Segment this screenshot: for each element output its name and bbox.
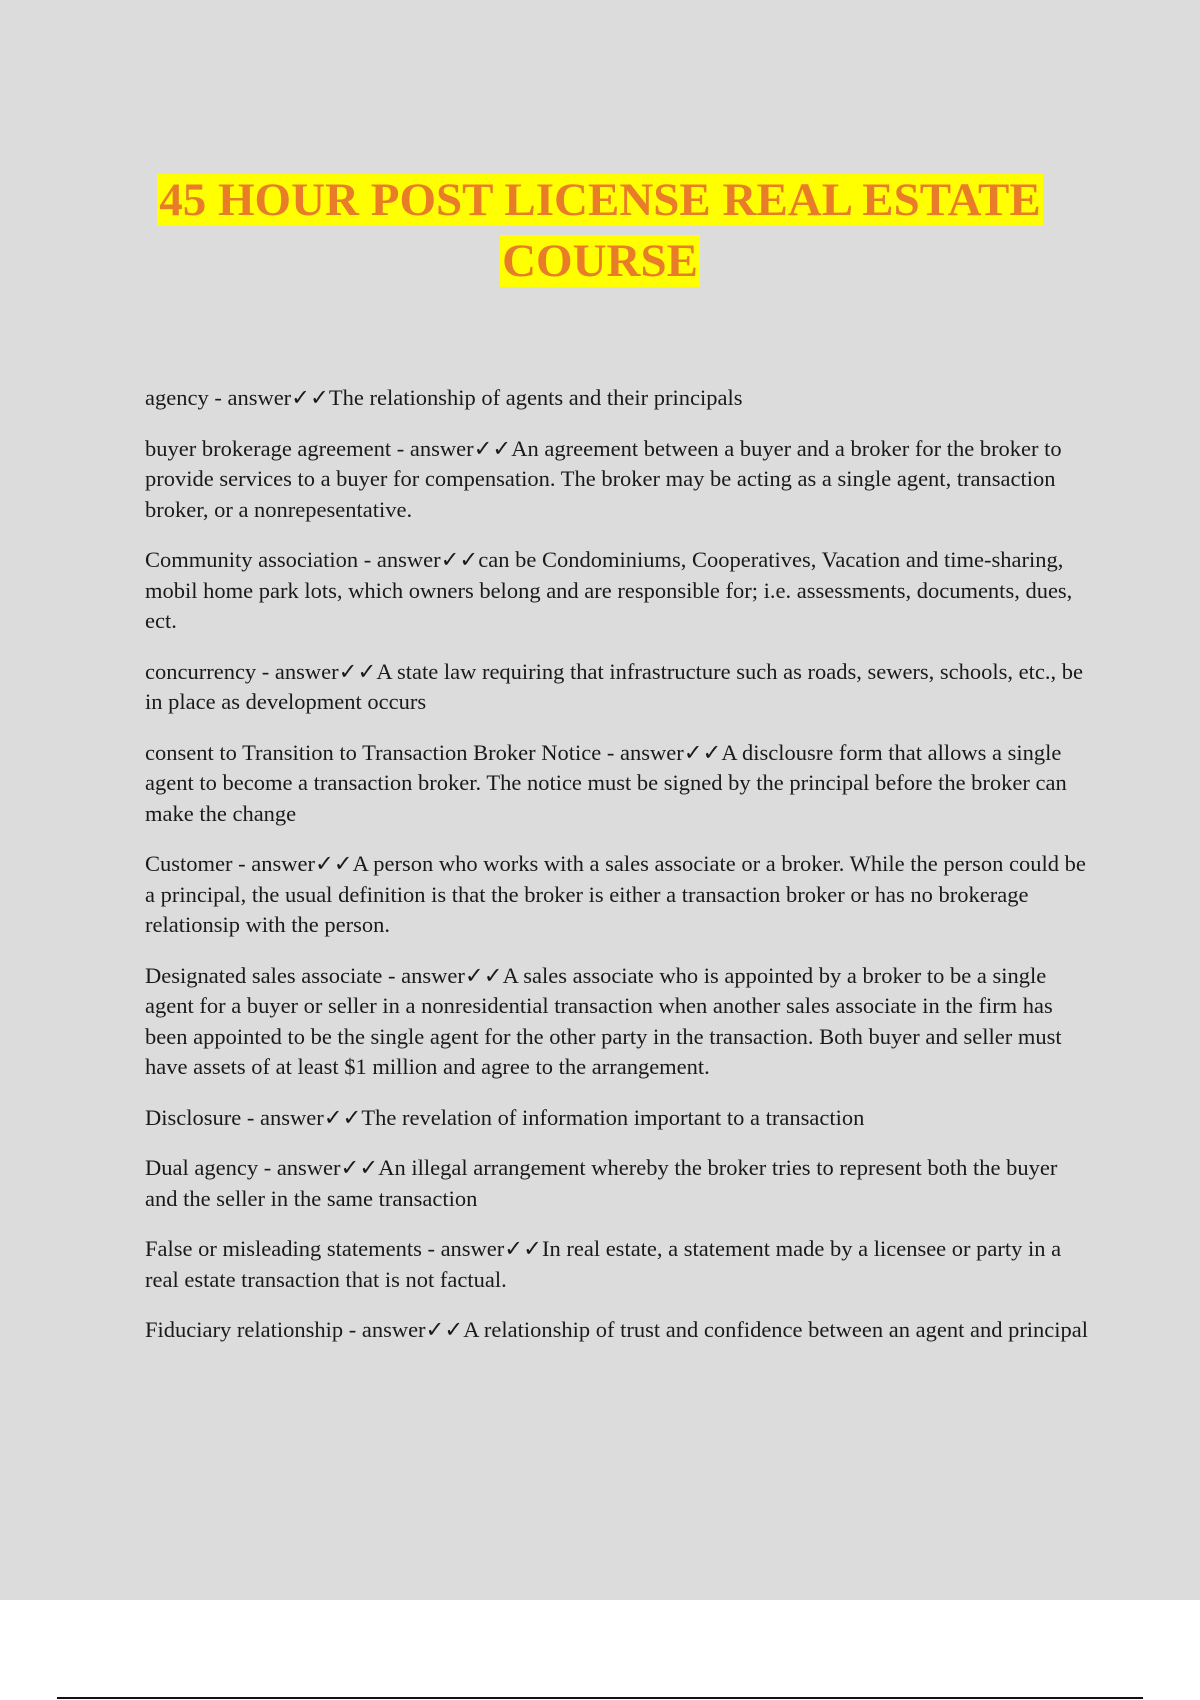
footer-divider (57, 1697, 1143, 1699)
glossary-entry: concurrency - answer✓✓A state law requiring that infrastructure such as roads, sewers, schools, etc., be in place as development occurs (145, 658, 1084, 714)
glossary-entry: Designated sales associate - answer✓✓A sales associate who is appointed by a broker to be a single agent for a buyer or seller in a nonresidential transaction when another sales associate in the firm has been appointed to be the single agent for the other party in the transaction. Both buyer and seller must have assets of at least $1 million and agree to the arrangement. (145, 962, 1062, 1079)
glossary-entry: consent to Transition to Transaction Broker Notice - answer✓✓A disclousre form that allows a single agent to become a transaction broker. The notice must be signed by the principal before the broker can make the change (145, 739, 1067, 826)
glossary-entry: buyer brokerage agreement - answer✓✓An agreement between a buyer and a broker for the broker to provide services to a buyer for compensation. The broker may be acting as a single agent, transaction broker, or a nonrepesentative. (145, 435, 1062, 522)
glossary-entry: Dual agency - answer✓✓An illegal arrangement whereby the broker tries to represent both the buyer and the seller in the same transaction (145, 1155, 1058, 1211)
glossary-entry: Customer - answer✓✓A person who works with a sales associate or a broker. While the person could be a principal, the usual definition is that the broker is either a transaction broker or has no brokerage relationsip with the person. (145, 851, 1086, 937)
glossary-entries (145, 383, 1090, 1366)
title-line-1: 45 HOUR POST LICENSE REAL ESTATE (159, 174, 1041, 226)
document-title (0, 170, 1200, 292)
glossary-entry: Disclosure - answer✓✓The revelation of information important to a transaction (145, 1104, 865, 1130)
glossary-entry: Community association - answer✓✓can be Condominiums, Cooperatives, Vacation and time-sharing, mobil home park lots, which owners belong and are responsible for; i.e. assessments, documents, dues, ect. (145, 547, 1073, 633)
glossary-entry: False or misleading statements - answer✓✓In real estate, a statement made by a licensee or party in a real estate transaction that is not factual. (145, 1236, 1062, 1292)
title-line-2: COURSE (502, 235, 698, 287)
glossary-entry: agency - answer✓✓The relationship of agents and their principals (145, 385, 743, 410)
glossary-entry: Fiduciary relationship - answer✓✓A relationship of trust and confidence between an agent and principal (145, 1317, 1089, 1342)
